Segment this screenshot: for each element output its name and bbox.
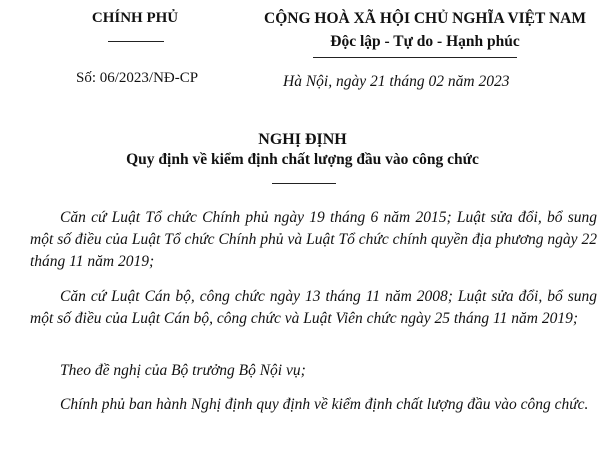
national-title: CỘNG HOÀ XÃ HỘI CHỦ NGHĨA VIỆT NAM [264,10,586,27]
preamble-paragraph: Căn cứ Luật Tổ chức Chính phủ ngày 19 tháng 6 năm 2015; Luật sửa đổi, bổ sung một số điều của Luật Tổ chức Chính phủ và Luật Tổ chức chính quyền địa phương ngày 22 tháng 11 năm 2019; [30,209,597,270]
motto-underline [313,57,517,58]
subject-underline [272,183,336,184]
document-type-heading: NGHỊ ĐỊNH [258,131,347,148]
preamble-paragraph: Căn cứ Luật Cán bộ, công chức ngày 13 tháng 11 năm 2008; Luật sửa đổi, bổ sung một số điều của Luật Cán bộ, công chức và Luật Viên chức ngày 25 tháng 11 năm 2019; [30,288,597,327]
preamble-paragraph: Chính phủ ban hành Nghị định quy định về kiểm định chất lượng đầu vào công chức. [60,396,589,413]
document-subject: Quy định về kiểm định chất lượng đầu vào công chức [126,151,479,168]
document-number: Số: 06/2023/NĐ-CP [76,70,199,86]
issuer-underline [108,41,164,42]
place-date: Hà Nội, ngày 21 tháng 02 năm 2023 [283,73,510,90]
preamble-paragraph: Theo đề nghị của Bộ trưởng Bộ Nội vụ; [60,362,306,379]
national-motto: Độc lập - Tự do - Hạnh phúc [330,33,520,50]
issuing-body: CHÍNH PHỦ [91,10,179,26]
